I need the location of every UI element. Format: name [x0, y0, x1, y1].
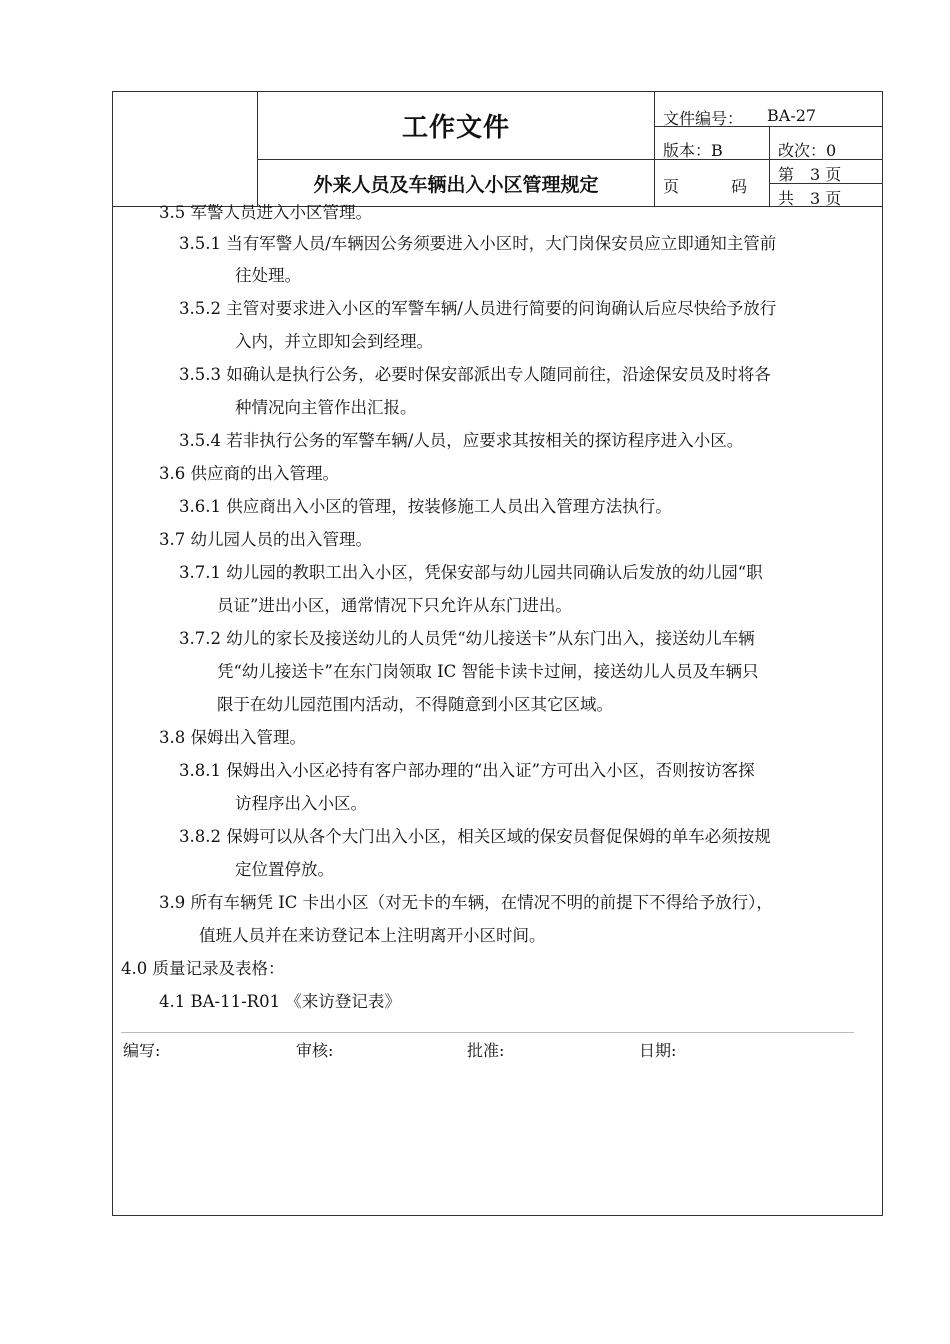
clause-continuation: 种情况向主管作出汇报。 — [235, 398, 417, 417]
clause-continuation: 值班人员并在来访登记本上注明离开小区时间。 — [199, 926, 546, 945]
document-frame — [112, 91, 883, 1216]
clause-continuation: 往处理。 — [235, 266, 301, 285]
approver-label: 批准: — [467, 1041, 505, 1060]
page-total: 共 3 页 — [778, 189, 842, 208]
clause-continuation: 员证”进出小区，通常情况下只允许从东门进出。 — [217, 596, 572, 615]
clause: 3.7.2 幼儿的家长及接送幼儿的人员凭“幼儿接送卡”从东门出入，接送幼儿车辆 — [179, 629, 755, 648]
header-divider — [769, 126, 770, 207]
section-heading: 3.5 军警人员进入小区管理。 — [159, 203, 372, 222]
clause: 3.5.4 若非执行公务的军警车辆/人员，应要求其按相关的探访程序进入小区。 — [179, 431, 744, 450]
clause-continuation: 入内，并立即知会到经理。 — [235, 332, 433, 351]
clause: 3.5.1 当有军警人员/车辆因公务须要进入小区时，大门岗保安员应立即通知主管前 — [179, 234, 777, 253]
page-current: 第 3 页 — [778, 165, 842, 184]
page-label-2: 码 — [731, 177, 748, 196]
section-heading: 3.6 供应商的出入管理。 — [159, 464, 339, 483]
document-subtitle: 外来人员及车辆出入小区管理规定 — [313, 173, 599, 196]
page-label-1: 页 — [663, 177, 680, 196]
doc-number: BA-27 — [767, 106, 817, 125]
header-table — [113, 92, 882, 207]
date-label: 日期: — [639, 1041, 677, 1060]
clause: 3.8.2 保姆可以从各个大门出入小区，相关区域的保安员督促保姆的单车必须按规 — [179, 827, 771, 846]
footer-rule — [121, 1032, 854, 1033]
clause: 3.7.1 幼儿园的教职工出入小区，凭保安部与幼儿园共同确认后发放的幼儿园“职 — [179, 563, 763, 582]
clause: 3.5.3 如确认是执行公务，必要时保安部派出专人随同前往，沿途保安员及时将各 — [179, 365, 771, 384]
clause-continuation: 限于在幼儿园范围内活动，不得随意到小区其它区域。 — [217, 695, 613, 714]
section-heading: 3.7 幼儿园人员的出入管理。 — [159, 530, 372, 549]
doc-number-label: 文件编号： — [663, 109, 744, 128]
writer-label: 编写: — [123, 1041, 161, 1060]
clause: 3.8.1 保姆出入小区必持有客户部办理的“出入证”方可出入小区，否则按访客探 — [179, 761, 755, 780]
clause-continuation: 凭“幼儿接送卡”在东门岗领取 IC 智能卡读卡过闸，接送幼儿人员及车辆只 — [217, 662, 759, 681]
section-heading: 3.8 保姆出入管理。 — [159, 728, 306, 747]
revision: 改次：0 — [778, 141, 837, 160]
header-divider — [654, 92, 655, 207]
clause-continuation: 访程序出入小区。 — [235, 794, 367, 813]
record-item: 4.1 BA-11-R01 《来访登记表》 — [159, 992, 401, 1011]
reviewer-label: 审核: — [296, 1041, 334, 1060]
document-title: 工作文件 — [401, 113, 510, 143]
version: 版本：B — [663, 141, 723, 160]
section-heading: 4.0 质量记录及表格： — [121, 959, 285, 978]
clause: 3.5.2 主管对要求进入小区的军警车辆/人员进行简要的问询确认后应尽快给予放行 — [179, 299, 777, 318]
clause: 3.6.1 供应商出入小区的管理，按装修施工人员出入管理方法执行。 — [179, 497, 672, 516]
clause-continuation: 定位置停放。 — [235, 860, 334, 879]
section-heading: 3.9 所有车辆凭 IC 卡出小区（对无卡的车辆，在情况不明的前提下不得给予放行）， — [159, 893, 773, 912]
